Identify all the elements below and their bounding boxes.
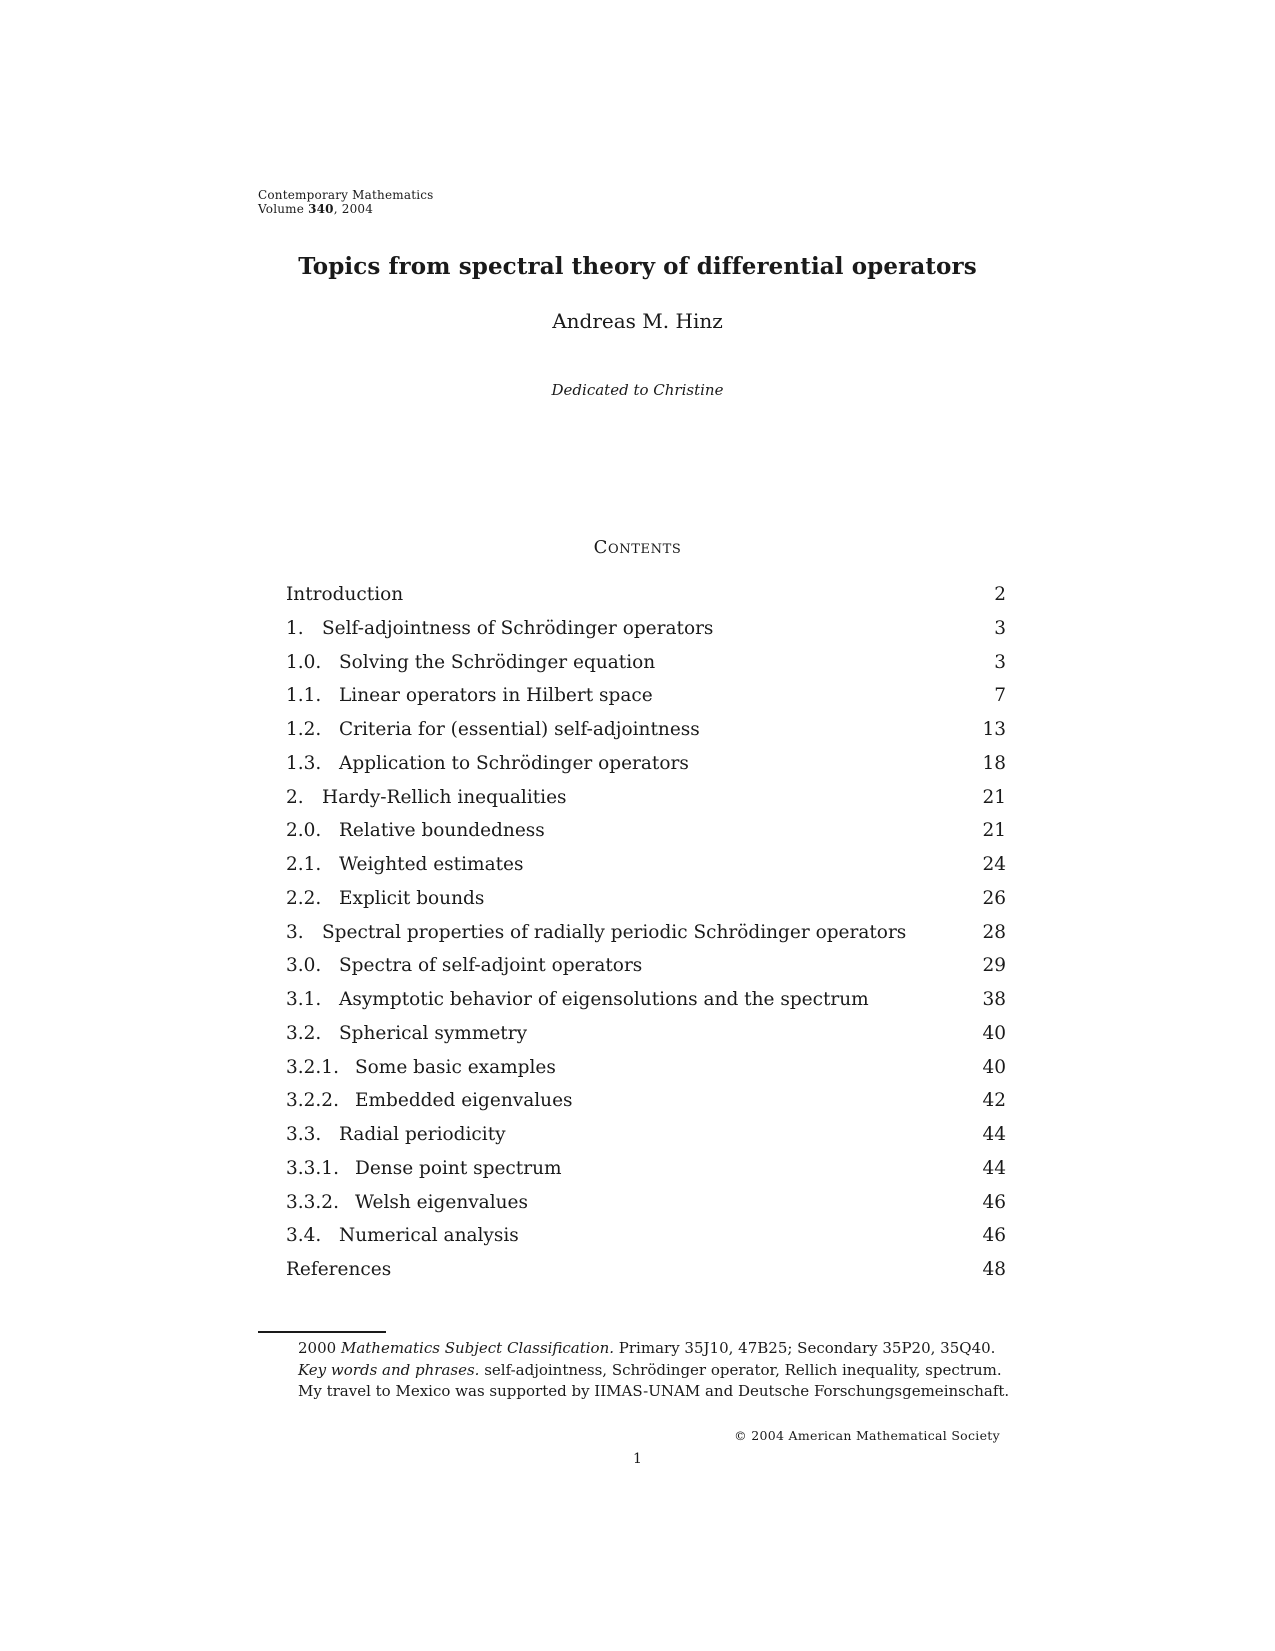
toc-entry-title: Numerical analysis (339, 1225, 519, 1247)
toc-entry[interactable] (286, 882, 1006, 916)
toc-entry-page: 48 (982, 1259, 1006, 1280)
toc-entry-number: 3.2.1. (286, 1056, 339, 1078)
footnote-rule (258, 1331, 386, 1333)
toc-entry-title: Spectral properties of radially periodic Schrödinger operators (322, 921, 907, 943)
toc-entry-number: 1.1. (286, 685, 322, 707)
toc-entry-number: 2.0. (286, 820, 322, 842)
toc-entry-page: 7 (994, 685, 1006, 707)
toc-entry-title: Embedded eigenvalues (355, 1090, 573, 1112)
toc-entry-page: 28 (982, 921, 1006, 943)
toc-entry-page: 46 (982, 1225, 1006, 1247)
toc-entry[interactable] (286, 578, 1006, 612)
msc-label: Mathematics Subject Classification. (340, 1339, 615, 1357)
keywords-text: self-adjointness, Schrödinger operator, Rellich inequality, spectrum. (484, 1360, 1002, 1379)
toc-entry-title: Spherical symmetry (339, 1022, 528, 1044)
toc-entry-title: Relative boundedness (339, 820, 545, 842)
keywords-label: Key words and phrases. (298, 1360, 480, 1379)
toc-entry-page: 26 (982, 887, 1006, 909)
toc-entry-page: 44 (982, 1157, 1006, 1179)
volume-year: , 2004 (333, 202, 374, 216)
toc-entry-title: Application to Schrödinger operators (339, 752, 689, 774)
toc-entry-page: 21 (982, 820, 1006, 842)
volume-label: Volume (258, 202, 305, 216)
toc-entry[interactable] (286, 1186, 1006, 1220)
toc-entry[interactable] (286, 1253, 1006, 1287)
toc-entry-title: Self-adjointness of Schrödinger operators (322, 617, 714, 639)
toc-entry-page: 24 (982, 854, 1006, 875)
toc-entry[interactable] (286, 983, 1006, 1017)
toc-entry-title: Introduction (286, 584, 404, 605)
author-name: Andreas M. Hinz (552, 309, 723, 333)
table-of-contents (286, 578, 1006, 1287)
toc-entry[interactable] (286, 747, 1006, 781)
toc-entry-page: 40 (982, 1022, 1006, 1044)
toc-entry[interactable] (286, 814, 1006, 848)
contents-heading: Contents (593, 537, 682, 558)
toc-entry-page: 13 (982, 719, 1006, 740)
toc-entry-page: 2 (994, 584, 1006, 605)
toc-entry[interactable] (286, 612, 1006, 646)
footnote-support: My travel to Mexico was supported by IIMAS-UNAM and Deutsche Forschungsgemeinschaft. (298, 1382, 1010, 1400)
toc-entry[interactable] (286, 781, 1006, 815)
journal-volume (258, 202, 434, 216)
dedication: Dedicated to Christine (551, 381, 724, 399)
toc-entry[interactable] (286, 713, 1006, 747)
toc-entry-title: Dense point spectrum (355, 1157, 562, 1179)
toc-entry-page: 3 (994, 651, 1006, 673)
toc-entry[interactable] (286, 1084, 1006, 1118)
toc-entry-page: 18 (982, 752, 1006, 774)
toc-entry-page: 46 (982, 1191, 1006, 1213)
toc-entry-page: 3 (994, 617, 1006, 639)
toc-entry[interactable] (286, 1017, 1006, 1051)
toc-entry-title: Radial periodicity (339, 1124, 506, 1145)
copyright-notice: © 2004 American Mathematical Society (734, 1428, 1000, 1443)
page-number: 1 (633, 1451, 642, 1467)
toc-entry-title: Hardy-Rellich inequalities (322, 786, 567, 808)
toc-entry-page: 38 (982, 989, 1006, 1010)
toc-entry-number: 3.4. (286, 1225, 322, 1247)
toc-entry[interactable] (286, 679, 1006, 713)
toc-entry[interactable] (286, 1118, 1006, 1152)
toc-entry[interactable] (286, 1051, 1006, 1085)
toc-entry-number: 3.3.2. (286, 1191, 339, 1213)
toc-entry-number: 3.1. (286, 989, 322, 1010)
toc-entry-title: Solving the Schrödinger equation (339, 651, 656, 673)
paper-title: Topics from spectral theory of differential operators (298, 253, 977, 280)
toc-entry-title: References (286, 1259, 392, 1280)
msc-year: 2000 (298, 1339, 337, 1357)
toc-entry-title: Linear operators in Hilbert space (339, 685, 653, 707)
toc-entry-number: 2.2. (286, 887, 322, 909)
toc-entry-number: 1. (286, 617, 304, 639)
toc-entry-page: 29 (982, 955, 1006, 977)
toc-entry-title: Criteria for (essential) self-adjointness (339, 719, 700, 740)
toc-entry-number: 2. (286, 786, 304, 808)
toc-entry[interactable] (286, 1219, 1006, 1253)
toc-entry-number: 1.0. (286, 651, 322, 673)
toc-entry-number: 3.3. (286, 1124, 322, 1145)
msc-text: Primary 35J10, 47B25; Secondary 35P20, 35Q40. (618, 1339, 996, 1357)
toc-entry-page: 44 (982, 1124, 1006, 1145)
toc-entry-number: 3. (286, 921, 304, 943)
toc-entry[interactable] (286, 949, 1006, 983)
toc-entry-title: Spectra of self-adjoint operators (339, 955, 643, 977)
toc-entry-title: Some basic examples (355, 1056, 556, 1078)
toc-entry[interactable] (286, 1152, 1006, 1186)
toc-entry-number: 1.3. (286, 752, 322, 774)
journal-name: Contemporary Mathematics (258, 188, 434, 202)
toc-entry-number: 3.2.2. (286, 1090, 339, 1112)
toc-entry-number: 3.0. (286, 955, 322, 977)
footnotes (298, 1338, 1008, 1403)
volume-number: 340 (308, 202, 334, 216)
toc-entry-number: 3.2. (286, 1022, 322, 1044)
toc-entry-number: 3.3.1. (286, 1157, 339, 1179)
toc-entry-page: 21 (982, 786, 1006, 808)
footnote-keywords (298, 1360, 1008, 1382)
toc-entry-page: 40 (982, 1056, 1006, 1078)
toc-entry[interactable] (286, 916, 1006, 950)
toc-entry-number: 2.1. (286, 854, 322, 875)
journal-header (258, 188, 434, 216)
toc-entry-title: Welsh eigenvalues (355, 1191, 528, 1213)
footnote-msc (298, 1338, 1008, 1360)
toc-entry-number: 1.2. (286, 719, 322, 740)
toc-entry-title: Weighted estimates (339, 854, 524, 875)
toc-entry-title: Explicit bounds (339, 887, 485, 909)
toc-entry[interactable] (286, 848, 1006, 882)
toc-entry-title: Asymptotic behavior of eigensolutions and the spectrum (339, 989, 869, 1010)
toc-entry-page: 42 (982, 1090, 1006, 1112)
toc-entry[interactable] (286, 646, 1006, 680)
